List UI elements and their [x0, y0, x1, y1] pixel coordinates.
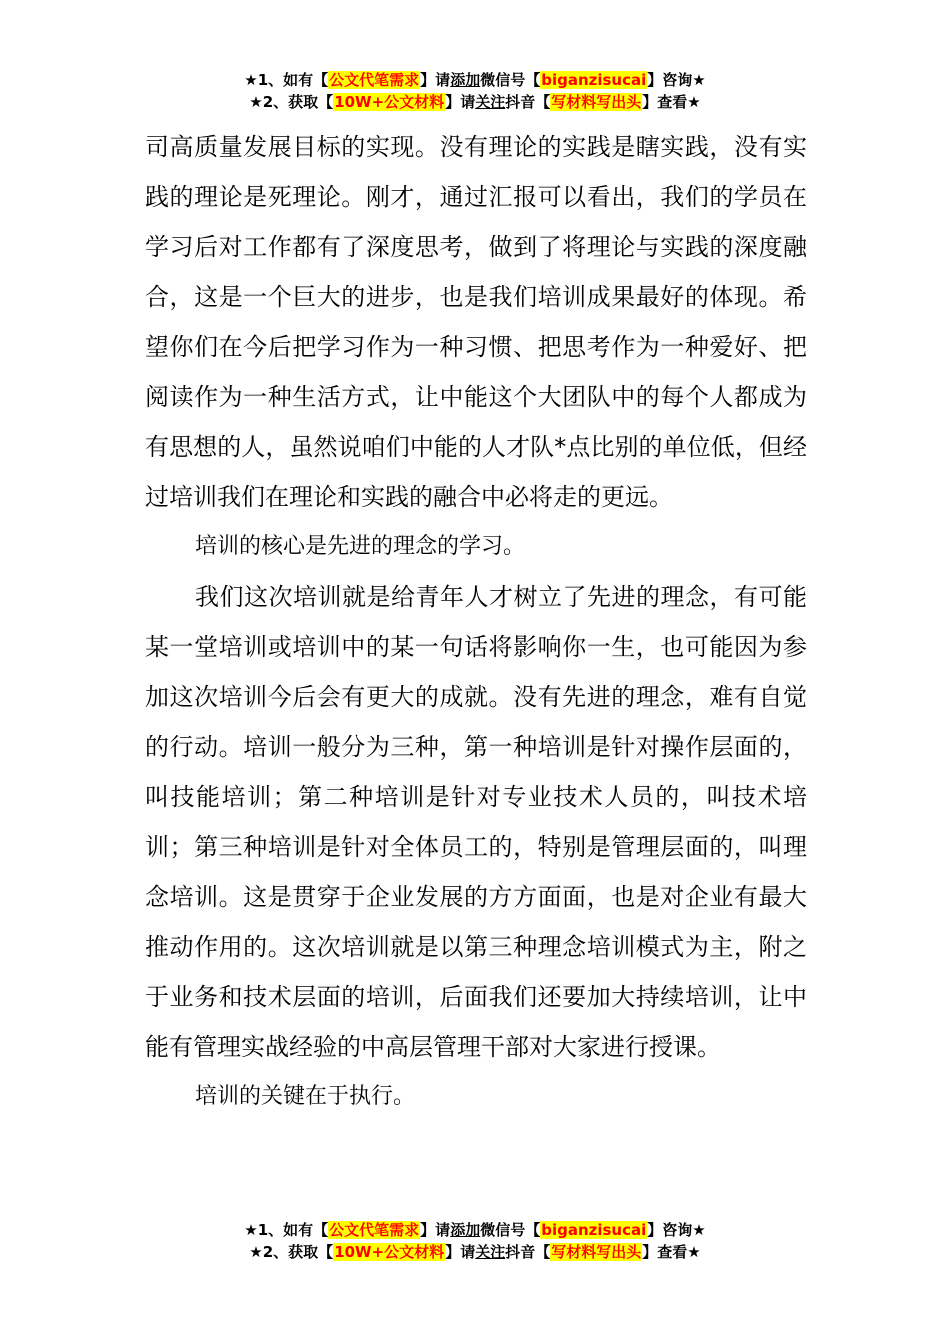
banner-text: ★1、如有【 [244, 71, 329, 89]
banner-underlined: 添加 [450, 71, 481, 89]
document-body [145, 122, 807, 1122]
banner-text: 】咨询★ [647, 1221, 706, 1239]
top-banner [0, 69, 950, 113]
bottom-banner [0, 1219, 950, 1263]
highlight-service: 公文代笔需求 [329, 71, 420, 89]
banner-text: ★1、如有【 [244, 1221, 329, 1239]
banner-text: ★2、获取【 [249, 93, 334, 111]
banner-text: 】查看★ [642, 93, 701, 111]
highlight-materials: 10W+公文材料 [334, 1243, 445, 1261]
highlight-service: 公文代笔需求 [329, 1221, 420, 1239]
banner-text: 微信号【 [480, 71, 541, 89]
banner-line-1 [0, 1219, 950, 1241]
paragraph-1: 司高质量发展目标的实现。没有理论的实践是瞎实践，没有实践的理论是死理论。刚才，通过汇报可以看出，我们的学员在学习后对工作都有了深度思考，做到了将理论与实践的深度融合，这是一个巨大的进步，也是我们培训成果最好的体现。希望你们在今后把学习作为一种习惯、把思考作为一种爱好、把阅读作为一种生活方式，让中能这个大团队中的每个人都成为有思想的人，虽然说咱们中能的人才队*点比别的单位低，但经过培训我们在理论和实践的融合中必将走的更远。 [145, 133, 807, 511]
section-heading-core: 培训的核心是先进的理念的学习。 [195, 534, 526, 559]
banner-text: 】请 [445, 1243, 476, 1261]
banner-text: 】请 [420, 71, 451, 89]
highlight-douyin: 写材料写出头 [551, 1243, 642, 1261]
banner-text: 】查看★ [642, 1243, 701, 1261]
banner-line-2 [0, 1241, 950, 1263]
banner-line-1 [0, 69, 950, 91]
paragraph-2: 我们这次培训就是给青年人才树立了先进的理念，有可能某一堂培训或培训中的某一句话将影响你一生，也可能因为参加这次培训今后会有更大的成就。没有先进的理念，难有自觉的行动。培训一般分为三种，第一种培训是针对操作层面的，叫技能培训；第二种培训是针对专业技术人员的，叫技术培训；第三种培训是针对全体员工的，特别是管理层面的，叫理念培训。这是贯穿于企业发展的方方面面，也是对企业有最大推动作用的。这次培训就是以第三种理念培训模式为主，附之于业务和技术层面的培训，后面我们还要加大持续培训，让中能有管理实战经验的中高层管理干部对大家进行授课。 [145, 583, 807, 1061]
banner-text: 】请 [420, 1221, 451, 1239]
section-heading-key: 培训的关键在于执行。 [195, 1084, 416, 1109]
banner-underlined: 添加 [450, 1221, 481, 1239]
banner-line-2 [0, 91, 950, 113]
banner-text: 抖音【 [505, 1243, 551, 1261]
banner-text: 】咨询★ [647, 71, 706, 89]
banner-underlined: 关注 [475, 1243, 506, 1261]
banner-text: 微信号【 [480, 1221, 541, 1239]
banner-text: 】请 [445, 93, 476, 111]
banner-text: ★2、获取【 [249, 1243, 334, 1261]
highlight-douyin: 写材料写出头 [551, 93, 642, 111]
banner-text: 抖音【 [505, 93, 551, 111]
highlight-materials: 10W+公文材料 [334, 93, 445, 111]
highlight-wechat-id: biganzisucai [541, 1221, 647, 1239]
highlight-wechat-id: biganzisucai [541, 71, 647, 89]
banner-underlined: 关注 [475, 93, 506, 111]
